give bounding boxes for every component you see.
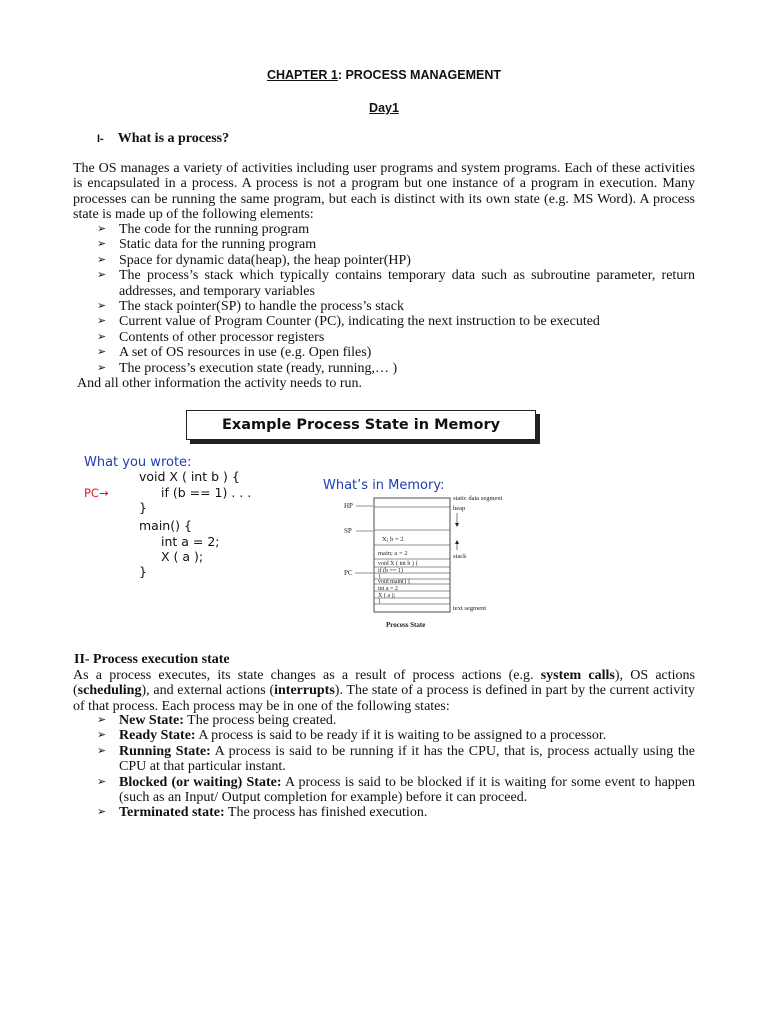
arrow-bullet-icon: ➢ [97, 238, 107, 251]
stack-arrow-icon [455, 540, 459, 544]
keyword-system-calls: system calls [540, 668, 615, 683]
memory-cell: X ( a ); [378, 593, 396, 599]
memory-diagram [336, 490, 516, 630]
section-1-heading: What is a process? [117, 131, 230, 146]
static-segment-label: static data segment [453, 495, 503, 502]
code-line: main() { [139, 518, 192, 533]
section-2-title: II- Process execution state [74, 652, 230, 667]
memory-cell: main; a = 2 [378, 550, 408, 557]
list-item: ➢ Ready State: A process is said to be ready if it is waiting to be assigned to a processor. [97, 728, 607, 744]
arrow-bullet-icon: ➢ [97, 300, 107, 313]
memory-cell: } [378, 599, 381, 605]
arrow-bullet-icon: ➢ [97, 806, 107, 819]
heap-arrow-icon [455, 523, 459, 527]
pc-label: PC [344, 569, 353, 577]
list-item: ➢ Space for dynamic data(heap), the heap pointer(HP) [97, 252, 411, 268]
figure-caption: Process State [386, 621, 426, 629]
memory-cell: } [378, 574, 381, 580]
list-item: ➢ A set of OS resources in use (e.g. Open files) [97, 345, 372, 361]
list-item: ➢ New State: The process being created. [97, 713, 337, 728]
closing-sentence: And all other information the activity needs to run. [77, 376, 362, 391]
section-1-paragraph: The OS manages a variety of activities including user programs and system programs. Each of these activities is encapsulated in a process. A process is not a program but one instance of a program in execution. Many processes can be running the same program, but each is distinct with its own state (e.g. MS Word). A process state is made up of the following elements: [73, 161, 695, 223]
list-item: ➢ Contents of other processor registers [97, 329, 325, 345]
code-line: int a = 2; [161, 534, 220, 549]
code-line: if (b == 1) . . . [161, 485, 252, 500]
arrow-bullet-icon: ➢ [97, 714, 107, 726]
memory-cell: void X ( int b ) { [378, 561, 419, 567]
keyword-interrupts: interrupts [274, 683, 335, 699]
process-states-list [97, 713, 695, 821]
section-2-paragraph: As a process executes, its state changes as a result of process actions (e.g. system calls), OS actions (scheduling), and external actions (interrupts). The state of a process is defined in part by the current activity of that process. Each process may be in one of the following states: [73, 668, 695, 714]
arrow-bullet-icon: ➢ [97, 315, 107, 328]
arrow-bullet-icon: ➢ [97, 330, 107, 343]
code-line: void X ( int b ) { [139, 469, 240, 484]
memory-cell: void main() { [378, 579, 411, 585]
code-line: } [139, 500, 147, 515]
stack-label: stack [453, 553, 467, 560]
memory-cell: if (b == 1) [378, 568, 403, 574]
text-segment-label: text segment [453, 605, 487, 612]
memory-cell: int a = 2 [378, 586, 398, 592]
heap-label: heap [453, 505, 466, 512]
whats-in-memory-label: What’s in Memory: [323, 478, 445, 493]
arrow-bullet-icon: ➢ [97, 775, 107, 788]
code-line: } [139, 564, 147, 579]
list-item: ➢ Current value of Program Counter (PC), indicating the next instruction to be executed [97, 314, 600, 330]
chapter-name: : PROCESS MANAGEMENT [337, 68, 502, 82]
arrow-bullet-icon: ➢ [97, 223, 107, 235]
arrow-bullet-icon: ➢ [97, 729, 107, 742]
list-item: ➢ The code for the running program [97, 222, 310, 237]
keyword-scheduling: scheduling [77, 683, 142, 699]
list-item: ➢ The process’s stack which typically contains temporary data such as subroutine parameter, return addresses, and temporary variables [97, 268, 695, 299]
pc-pointer-label: PC→ [84, 486, 109, 500]
list-item: ➢ Running State: A process is said to be running if it has the CPU, that is, process actually using the CPU at that particular instant. [97, 743, 696, 775]
list-item: ➢ Static data for the running program [97, 237, 317, 253]
arrow-bullet-icon: ➢ [97, 253, 107, 266]
arrow-bullet-icon: ➢ [97, 744, 107, 757]
chapter-number: CHAPTER 1 [266, 68, 338, 82]
list-item: ➢ Blocked (or waiting) State: A process is said to be blocked if it is waiting for some event to happen (such as an Input/ Output completion for example) before it can proceed. [97, 774, 695, 806]
arrow-bullet-icon: ➢ [97, 269, 107, 282]
arrow-bullet-icon: ➢ [97, 361, 107, 374]
sp-label: SP [344, 527, 352, 535]
list-item: ➢ The stack pointer(SP) to handle the process’s stack [97, 299, 404, 315]
list-item: ➢ Terminated state: The process has finished execution. [97, 805, 428, 821]
day-heading: Day1 [369, 101, 399, 115]
list-item: ➢ The process’s execution state (ready, running,… ) [97, 360, 398, 376]
memory-cell: X; b = 2 [382, 536, 404, 543]
section-1-title [97, 131, 229, 147]
arrow-bullet-icon: ➢ [97, 346, 107, 359]
figure-title: Example Process State in Memory [186, 410, 536, 440]
what-you-wrote-label: What you wrote: [84, 455, 192, 470]
process-elements-list [97, 222, 695, 376]
hp-label: HP [344, 502, 353, 510]
chapter-title [0, 68, 768, 82]
section-1-roman: I- [97, 133, 104, 145]
code-line: X ( a ); [161, 549, 204, 564]
